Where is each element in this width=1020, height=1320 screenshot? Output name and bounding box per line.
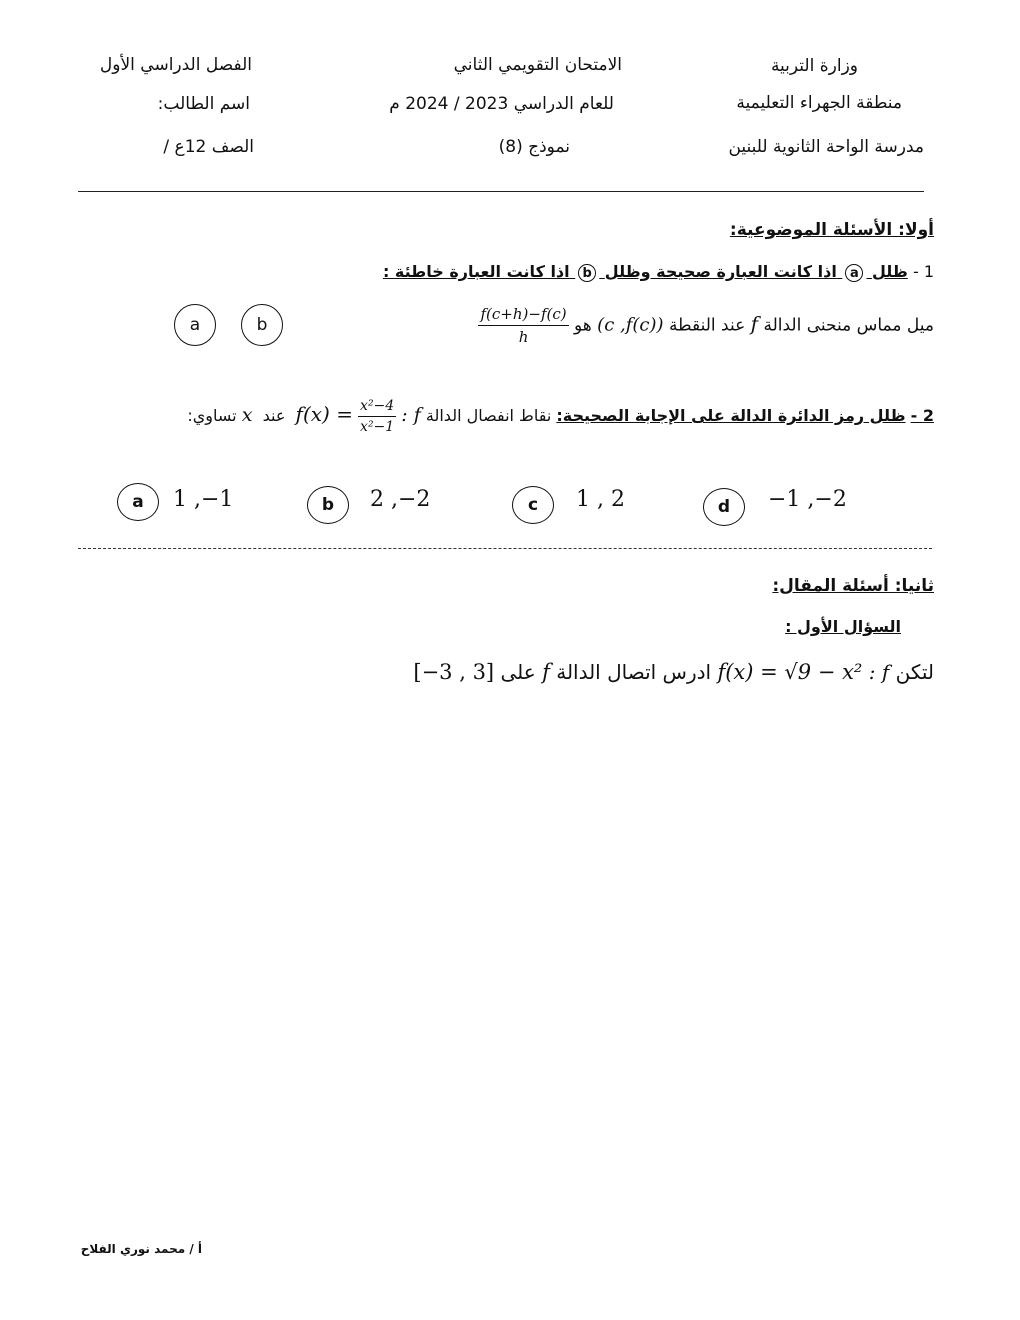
q2-function-lhs: f(x) = (295, 402, 353, 426)
q2-function-fraction: $\frac{\text{x²−4}}{\text{x²−1}}$ (360, 398, 395, 435)
q1-option-b-circle[interactable]: b (241, 304, 283, 346)
header-ministry: وزارة التربية (770, 56, 858, 76)
q1-instruction (383, 262, 934, 282)
essay-function: f(x) = √9 − x² (717, 660, 863, 684)
q1-number: 1 - (912, 262, 934, 281)
q2-choice-b-value: 2 ,−2 (370, 487, 431, 512)
question-one-title: السؤال الأول : (785, 617, 901, 636)
header-district: منطقة الجهراء التعليمية (736, 93, 902, 113)
essay-interval: [−3 , 3] (413, 660, 495, 684)
header-school: مدرسة الواحة الثانوية للبنين (728, 137, 924, 157)
q2-choice-c-circle[interactable]: c (512, 486, 554, 524)
q2-choice-c-value: 1 , 2 (576, 487, 625, 512)
q2-choice-d-circle[interactable]: d (703, 488, 745, 526)
header-exam-title: الامتحان التقويمي الثاني (453, 55, 622, 75)
header-class-label: الصف 12ع / (163, 137, 254, 157)
q1-statement: ميل مماس منحنى الدالة f عند النقطة (c ,f(c)) هو $\frac{f(c+h)-f(c)}{h}$ (480, 305, 934, 346)
q2-choice-a-value: 1 ,−1 (173, 487, 234, 512)
q2-variable: x (241, 404, 253, 426)
header-divider (78, 191, 924, 192)
q2-number: 2 - (910, 406, 934, 425)
q1-instruction-text: ظلل a اذا كانت العبارة صحيحة وظلل b اذا كانت العبارة خاطئة : (382, 262, 908, 281)
q1-point: (c ,f(c)) (597, 314, 664, 336)
q2-instruction-text: ظلل رمز الدائرة الدالة على الإجابة الصحيحة: (556, 406, 906, 425)
q1-option-a-circle[interactable]: a (174, 304, 216, 346)
q1-mark-b: b (578, 264, 596, 282)
header-model-number: نموذج (8) (498, 137, 570, 157)
header-student-name-label: اسم الطالب: (157, 94, 250, 114)
q1-difference-quotient: $\frac{f(c+h)-f(c)}{h}$ (480, 305, 567, 346)
section1-title: أولا: الأسئلة الموضوعية: (729, 220, 934, 240)
q2-choice-a-circle[interactable]: a (117, 483, 159, 521)
q1-mark-a: a (845, 264, 863, 282)
header-academic-year: للعام الدراسي 2023 / 2024 م (389, 94, 614, 114)
q2-choice-d-value: −1 ,−2 (768, 487, 847, 512)
q2-choice-b-circle[interactable]: b (307, 486, 349, 524)
header-semester: الفصل الدراسي الأول (99, 55, 252, 75)
section2-title: ثانيا: أسئلة المقال: (772, 576, 934, 596)
essay-question-1: لتكن f : f(x) = √9 − x² ادرس اتصال الدالة f على [−3 , 3] (413, 660, 934, 684)
section-divider (78, 548, 932, 549)
q2-f-label: f : (401, 404, 421, 426)
q1-function-symbol: f (750, 311, 759, 336)
footer-teacher-name: أ / محمد نوري الفلاح (80, 1242, 202, 1256)
q2-instruction: 2 - ظلل رمز الدائرة الدالة على الإجابة الصحيحة: نقاط انفصال الدالة f : $\frac{\text{x²−4}}{\text{x²−1}}$ f(x) = عند x تساوي: (187, 398, 934, 435)
